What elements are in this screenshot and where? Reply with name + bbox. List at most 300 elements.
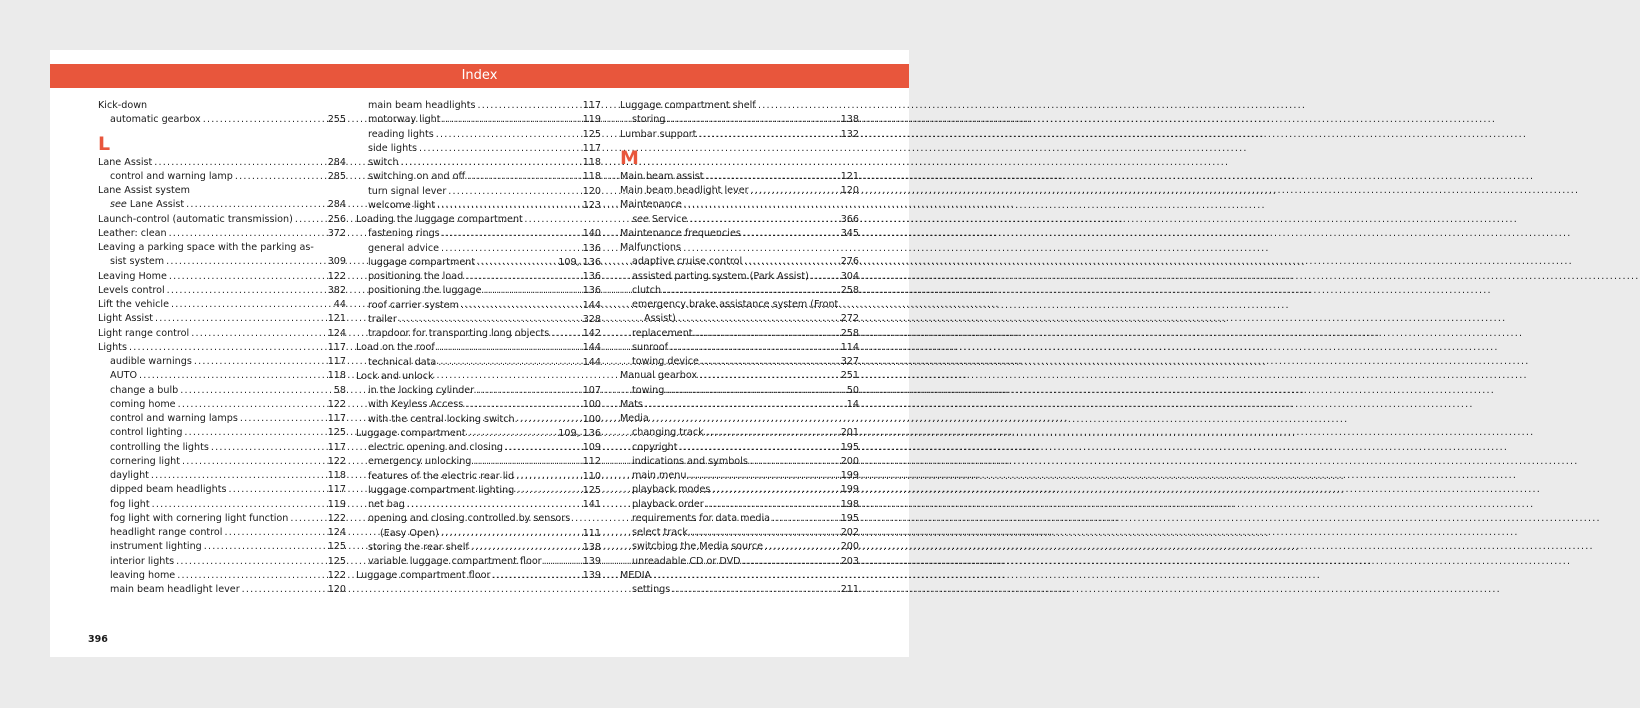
- entry-text: luggage compartment: [368, 256, 476, 268]
- index-entry: [356, 398, 601, 412]
- page-reference[interactable]: 111: [582, 527, 601, 539]
- index-entry: [356, 527, 601, 541]
- page-reference[interactable]: 199: [840, 484, 859, 496]
- dot-leader: [679, 441, 838, 455]
- page-reference[interactable]: 117: [327, 441, 346, 453]
- see-reference: see: [110, 199, 127, 211]
- index-entry: [620, 455, 859, 469]
- entry-text: Levels control: [98, 284, 165, 296]
- entry-term: [632, 355, 699, 369]
- page-reference[interactable]: 136: [582, 271, 601, 282]
- entry-text: main beam headlights: [368, 100, 476, 111]
- index-entry: [620, 284, 859, 298]
- index-entry: [620, 555, 859, 569]
- entry-text: audible warnings: [110, 356, 192, 367]
- dot-leader: [167, 284, 326, 298]
- index-entry: [98, 284, 346, 298]
- index-entry: [620, 384, 859, 398]
- page-reference[interactable]: 251: [840, 370, 859, 382]
- dot-leader: [772, 512, 839, 526]
- page-reference[interactable]: 328: [582, 313, 601, 325]
- index-entry: [98, 355, 346, 369]
- entry-term: [368, 470, 514, 484]
- index-entry: [620, 398, 859, 412]
- index-entry: [98, 526, 346, 540]
- entry-text: variable luggage compartment floor: [368, 556, 542, 567]
- entry-text: adaptive cruise control: [632, 256, 743, 268]
- page-reference[interactable]: 122: [327, 512, 346, 524]
- entry-term: [368, 128, 434, 142]
- entry-text: general advice: [368, 242, 440, 254]
- page-reference[interactable]: 118: [327, 370, 346, 382]
- page-reference[interactable]: 122: [327, 270, 346, 282]
- page-reference[interactable]: 119: [327, 498, 346, 510]
- entry-text: Launch-control (automatic transmission): [98, 213, 293, 225]
- index-entry: [620, 426, 859, 440]
- page-reference[interactable]: 44: [333, 299, 346, 310]
- page-reference[interactable]: 120: [582, 185, 601, 197]
- entry-text: Service: [651, 213, 688, 225]
- dot-leader: [191, 327, 325, 341]
- see-reference: see: [632, 213, 649, 225]
- page-reference[interactable]: 58: [333, 384, 346, 396]
- entry-text: towing: [632, 384, 665, 396]
- dot-leader: [663, 284, 839, 298]
- page-reference[interactable]: 125: [582, 484, 601, 496]
- dot-leader: [688, 469, 838, 483]
- dot-leader: [645, 398, 845, 412]
- page-reference[interactable]: 125: [582, 128, 601, 140]
- entry-term: [368, 398, 463, 412]
- page-reference[interactable]: 136: [582, 242, 601, 254]
- dot-leader: [471, 541, 581, 555]
- entry-text: main menu: [632, 470, 687, 481]
- index-entry: [98, 113, 346, 127]
- dot-leader: [235, 170, 326, 184]
- entry-term: [368, 185, 446, 199]
- page-reference[interactable]: 200: [840, 541, 859, 553]
- page-reference[interactable]: 144: [582, 356, 601, 368]
- entry-text: control lighting: [110, 427, 183, 439]
- entry-term: [632, 327, 693, 341]
- entry-text: sist system: [110, 256, 165, 268]
- dot-leader: [399, 313, 581, 327]
- entry-term: [380, 527, 439, 541]
- entry-text: electric opening and closing: [368, 442, 504, 453]
- page-reference[interactable]: 107: [582, 385, 601, 396]
- entry-term: [98, 298, 169, 312]
- index-entry: [98, 540, 346, 554]
- index-entry: [98, 227, 346, 241]
- section-letter: L: [98, 132, 111, 155]
- page-reference[interactable]: 118: [327, 470, 346, 481]
- dot-leader: [448, 185, 580, 199]
- index-heading: Luggage compartment shelf: [620, 100, 756, 111]
- index-page: [50, 50, 909, 657]
- entry-term: [110, 569, 175, 583]
- entry-term: [368, 384, 474, 398]
- page-reference[interactable]: 123: [582, 199, 601, 211]
- page-reference[interactable]: 309: [327, 256, 346, 268]
- entry-text: Leather: clean: [98, 227, 167, 239]
- index-heading: emergency brake assistance system (Front: [632, 299, 839, 310]
- dot-leader: [407, 498, 581, 512]
- entry-term: [368, 498, 405, 512]
- index-entry: [98, 583, 346, 597]
- index-entry: [356, 484, 601, 498]
- entry-text: (Easy Open): [380, 527, 439, 539]
- index-entry: [98, 255, 346, 269]
- page-reference[interactable]: 198: [840, 498, 859, 510]
- page-reference[interactable]: 124: [327, 327, 346, 339]
- entry-term: [368, 113, 441, 127]
- entry-text: trapdoor for transporting long objects: [368, 328, 550, 339]
- page-reference[interactable]: 125: [327, 427, 346, 439]
- entry-text: emergency unlocking: [368, 456, 472, 468]
- dot-leader: [443, 113, 581, 127]
- page-reference[interactable]: 120: [327, 584, 346, 595]
- entry-text: luggage compartment lighting: [368, 484, 515, 496]
- index-entry: [98, 312, 346, 326]
- page-reference[interactable]: 119: [582, 114, 601, 126]
- page-reference[interactable]: 203: [840, 555, 859, 567]
- dot-leader: [154, 156, 325, 170]
- index-entry: [356, 413, 601, 427]
- index-entry: [356, 441, 601, 455]
- index-entry: [620, 483, 859, 497]
- entry-term: [356, 427, 466, 441]
- dot-leader: [180, 384, 332, 398]
- entry-text: Leaving Home: [98, 270, 167, 282]
- page-reference[interactable]: 121: [840, 170, 859, 182]
- entry-text: Luggage compartment floor: [356, 570, 491, 582]
- dot-leader: [436, 128, 581, 142]
- entry-term: [110, 369, 137, 383]
- page-reference[interactable]: 211: [840, 584, 859, 595]
- index-heading: Lock and unlock: [356, 370, 434, 382]
- dot-leader: [695, 327, 839, 341]
- page-number: 396: [88, 634, 108, 645]
- index-entry: [620, 469, 859, 483]
- dot-leader: [492, 569, 580, 583]
- dot-leader: [186, 198, 326, 212]
- dot-leader: [473, 455, 580, 469]
- page-reference[interactable]: 117: [582, 142, 601, 154]
- page-reference[interactable]: 258: [840, 284, 859, 296]
- index-entry: [98, 483, 346, 497]
- index-entry: [98, 512, 346, 526]
- index-heading: Maintenance: [620, 199, 682, 211]
- entry-term: [110, 498, 150, 512]
- dot-leader: [698, 128, 838, 142]
- entry-term: [368, 284, 481, 298]
- page-reference[interactable]: 118: [582, 171, 601, 183]
- dot-leader: [476, 384, 581, 398]
- entry-text: switch: [368, 157, 399, 168]
- page-reference[interactable]: 272: [840, 313, 859, 325]
- index-entry: [98, 170, 346, 184]
- entry-term: [632, 384, 664, 398]
- index-entry: [620, 128, 859, 142]
- page-reference[interactable]: 255: [327, 114, 346, 126]
- entry-text: Lane Assist: [129, 199, 185, 211]
- entry-text: automatic gearbox: [110, 114, 201, 126]
- page-reference[interactable]: 139: [582, 570, 601, 582]
- index-entry: [356, 498, 601, 512]
- entry-term: [632, 213, 687, 227]
- entry-text: welcome light: [368, 199, 436, 211]
- page-reference[interactable]: 117: [582, 100, 601, 111]
- page-reference[interactable]: 276: [840, 256, 859, 268]
- page-reference[interactable]: 138: [840, 114, 859, 126]
- page-reference[interactable]: 144: [582, 342, 601, 354]
- page-reference[interactable]: 140: [582, 228, 601, 240]
- index-entry: [98, 569, 346, 583]
- entry-term: [98, 213, 293, 227]
- page-reference[interactable]: 139: [582, 556, 601, 567]
- dot-leader: [152, 498, 326, 512]
- index-heading: Lane Assist system: [98, 185, 190, 196]
- entry-term: [368, 299, 459, 313]
- entry-term: [110, 198, 184, 212]
- index-entry: [356, 356, 601, 370]
- entry-text: with the central locking switch.: [368, 413, 518, 425]
- index-entry: [356, 284, 601, 298]
- dot-leader: [441, 242, 581, 256]
- page-reference[interactable]: 112: [582, 456, 601, 468]
- page-reference[interactable]: 142: [582, 328, 601, 339]
- dot-leader: [178, 398, 326, 412]
- page-reference[interactable]: 109: [582, 442, 601, 453]
- page-reference[interactable]: 366: [840, 213, 859, 225]
- page-reference[interactable]: 120: [840, 185, 859, 196]
- entry-term: [368, 270, 463, 284]
- entry-term: [368, 227, 440, 241]
- page-reference[interactable]: 125: [327, 555, 346, 567]
- entry-term: [110, 441, 209, 455]
- entry-text: switching the Media source: [632, 541, 764, 553]
- page-reference[interactable]: 199: [840, 470, 859, 481]
- index-entry: [356, 384, 601, 398]
- index-entry: [620, 583, 859, 597]
- index-entry: [620, 526, 859, 540]
- entry-text: select track: [632, 527, 688, 538]
- dot-leader: [478, 99, 581, 113]
- entry-text: change a bulb: [110, 384, 179, 396]
- dot-leader: [242, 583, 326, 597]
- index-column-2: [356, 99, 601, 584]
- entry-text: indications and symbols: [632, 455, 748, 467]
- index-entry: [98, 156, 346, 170]
- entry-term: [98, 270, 167, 284]
- index-entry: [620, 512, 859, 526]
- dot-leader: [461, 299, 581, 313]
- entry-term: [632, 583, 670, 597]
- page-reference[interactable]: 372: [327, 227, 346, 239]
- page-reference[interactable]: 109, 136: [558, 427, 601, 439]
- dot-leader: [176, 555, 326, 569]
- entry-term: [632, 540, 763, 554]
- entry-term: [632, 555, 741, 569]
- entry-term: [632, 284, 661, 298]
- entry-term: [98, 156, 152, 170]
- index-entry: [620, 441, 859, 455]
- index-entry: [98, 469, 346, 483]
- page-reference[interactable]: 136: [582, 285, 601, 297]
- page-reference[interactable]: 122: [327, 569, 346, 581]
- page-reference[interactable]: 114: [840, 341, 859, 353]
- index-entry: [356, 99, 601, 113]
- page-reference[interactable]: 110: [582, 470, 601, 482]
- entry-text: settings: [632, 584, 671, 595]
- dot-leader: [442, 227, 581, 241]
- page-reference[interactable]: 14: [846, 398, 859, 410]
- index-entry: [356, 270, 601, 284]
- page-reference[interactable]: 132: [840, 128, 859, 140]
- dot-leader: [290, 512, 325, 526]
- index-entry: [620, 255, 859, 269]
- dot-leader: [765, 540, 839, 554]
- page-reference[interactable]: 125: [327, 541, 346, 553]
- page-reference[interactable]: 202: [840, 527, 859, 538]
- entry-text: Luggage compartment: [356, 427, 466, 439]
- page-reference[interactable]: 124: [327, 527, 346, 538]
- entry-text: features of the electric rear lid: [368, 470, 515, 482]
- entry-text: in the locking cylinder: [368, 385, 475, 396]
- page-reference[interactable]: 284: [327, 156, 346, 168]
- index-entry: [98, 270, 346, 284]
- page-reference[interactable]: 195: [840, 441, 859, 453]
- entry-term: [368, 142, 417, 156]
- dot-leader: [544, 555, 581, 569]
- dot-leader: [483, 284, 580, 298]
- entry-term: [110, 355, 192, 369]
- dot-leader: [437, 341, 581, 355]
- page-reference[interactable]: 138: [582, 541, 601, 553]
- entry-term: [356, 569, 490, 583]
- entry-term: [632, 469, 686, 483]
- entry-term: [110, 483, 226, 497]
- entry-term: [98, 284, 165, 298]
- page-reference[interactable]: 122: [327, 455, 346, 467]
- entry-text: positioning the load: [368, 271, 464, 282]
- dot-leader: [438, 356, 580, 370]
- page-reference[interactable]: 284: [327, 199, 346, 211]
- page-reference[interactable]: 304: [840, 270, 859, 282]
- index-heading: Malfunctions: [620, 242, 682, 253]
- page-reference[interactable]: 258: [840, 327, 859, 339]
- dot-leader: [706, 170, 839, 184]
- page-reference[interactable]: 201: [840, 427, 859, 439]
- index-entry: [620, 540, 859, 554]
- page-reference[interactable]: 200: [840, 455, 859, 467]
- page-reference[interactable]: 117: [327, 484, 346, 496]
- dot-leader: [228, 483, 325, 497]
- entry-text: Manual gearbox: [620, 370, 698, 382]
- page-reference[interactable]: 345: [840, 227, 859, 239]
- entry-term: [110, 512, 288, 526]
- page-reference[interactable]: 285: [327, 170, 346, 182]
- index-heading: Loading the luggage compartment: [356, 214, 523, 225]
- index-entry: [98, 341, 346, 355]
- entry-text: technical data: [368, 356, 437, 368]
- entry-term: [110, 113, 201, 127]
- page-reference[interactable]: 121: [327, 313, 346, 325]
- entry-term: [632, 483, 710, 497]
- page-reference[interactable]: 195: [840, 512, 859, 524]
- index-entry: [98, 327, 346, 341]
- entry-term: [368, 441, 503, 455]
- page-reference[interactable]: 109, 136: [558, 256, 601, 268]
- dot-leader: [706, 426, 839, 440]
- entry-text: coming home: [110, 398, 176, 410]
- page-reference[interactable]: 144: [582, 299, 601, 311]
- entry-text: Light range control: [98, 327, 190, 339]
- dot-leader: [690, 526, 839, 540]
- entry-term: [368, 170, 465, 184]
- index-entry: [356, 185, 601, 199]
- page-reference[interactable]: 117: [327, 356, 346, 367]
- index-entry: [98, 498, 346, 512]
- entry-text: clutch: [632, 284, 662, 296]
- page-reference[interactable]: 50: [846, 384, 859, 396]
- entry-text: Mats: [620, 398, 643, 410]
- entry-term: [98, 227, 167, 241]
- entry-text: requirements for data media: [632, 512, 771, 524]
- entry-term: [620, 227, 741, 241]
- entry-term: [110, 555, 174, 569]
- entry-text: interior lights: [110, 555, 175, 567]
- page-reference[interactable]: 100: [582, 399, 601, 411]
- dot-leader: [166, 255, 326, 269]
- index-entry: [620, 369, 859, 383]
- dot-leader: [744, 255, 839, 269]
- entry-term: [356, 341, 435, 355]
- dot-leader: [701, 355, 839, 369]
- page-reference[interactable]: 382: [327, 284, 346, 296]
- dot-leader: [171, 298, 332, 312]
- entry-term: [110, 412, 238, 426]
- page-reference[interactable]: 327: [840, 356, 859, 367]
- index-entry: [356, 541, 601, 555]
- entry-text: control and warning lamps: [110, 413, 238, 424]
- page-reference[interactable]: 141: [582, 499, 601, 510]
- entry-text: roof carrier system: [368, 299, 460, 311]
- entry-text: fog light with cornering light function: [110, 512, 289, 524]
- dot-leader: [211, 441, 326, 455]
- entry-text: leaving home: [110, 569, 176, 581]
- page-reference[interactable]: 122: [327, 398, 346, 410]
- dot-leader: [699, 369, 839, 383]
- page-reference[interactable]: 256: [327, 213, 346, 225]
- entry-term: [620, 398, 643, 412]
- page-reference[interactable]: 117: [327, 413, 346, 424]
- entry-term: [620, 184, 749, 198]
- entry-text: storing: [632, 114, 666, 126]
- page-reference[interactable]: 100: [582, 413, 601, 425]
- page-reference[interactable]: 118: [582, 157, 601, 168]
- entry-text: main beam headlight lever: [110, 584, 240, 595]
- dot-leader: [678, 312, 839, 326]
- entry-text: side lights: [368, 142, 417, 154]
- entry-term: [644, 312, 676, 326]
- entry-text: positioning the luggage: [368, 285, 482, 297]
- dot-leader: [672, 583, 838, 597]
- index-entry: [356, 156, 601, 170]
- dot-leader: [295, 213, 326, 227]
- entry-text: instrument lighting: [110, 541, 202, 553]
- page-reference[interactable]: 117: [327, 341, 346, 353]
